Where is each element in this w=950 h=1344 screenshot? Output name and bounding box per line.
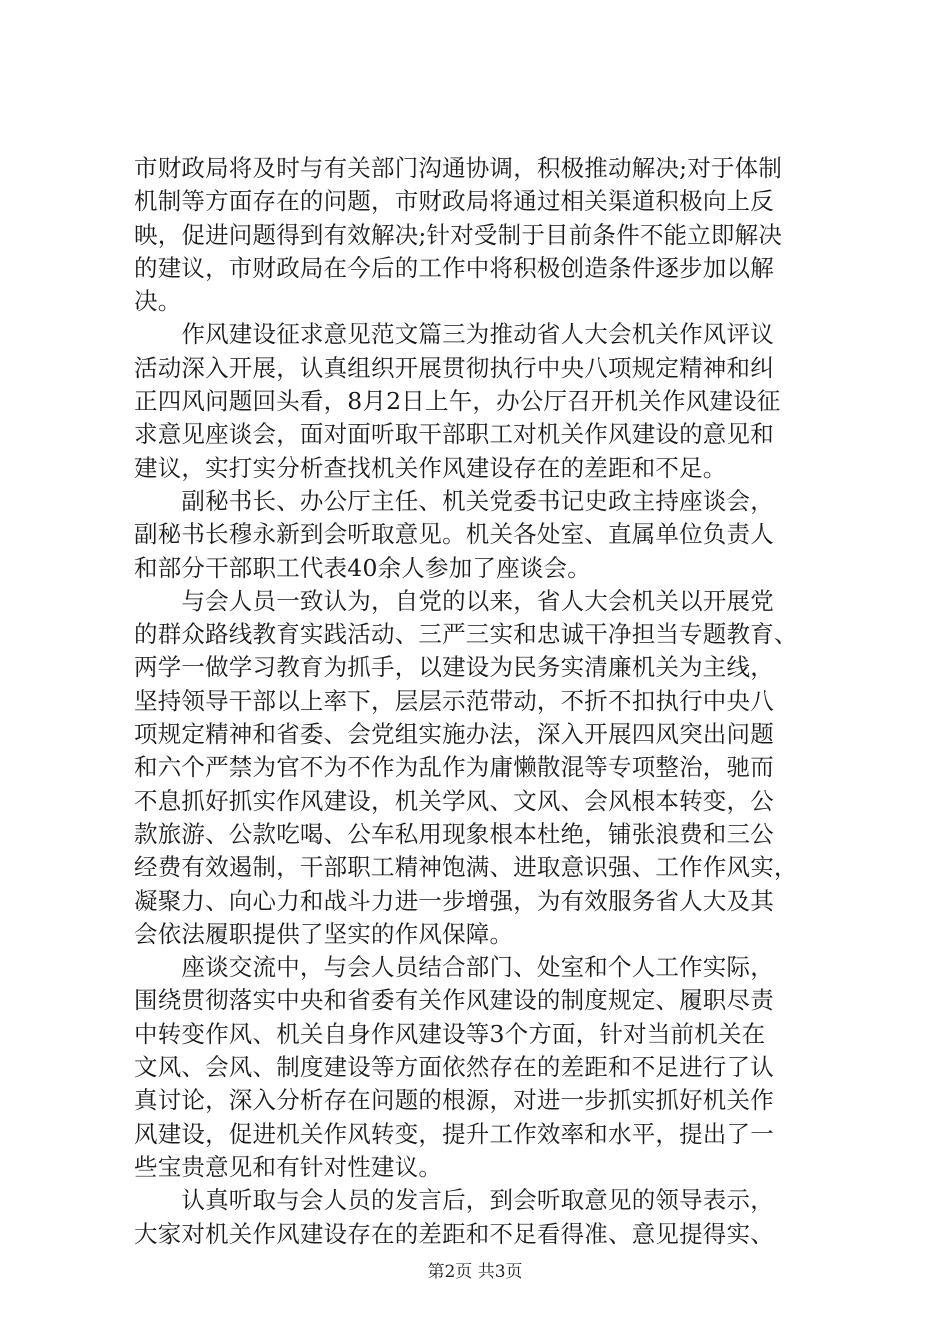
text-line: 的群众路线教育实践活动、三严三实和忠诚干净担当专题教育、 [134,620,798,649]
text-line: 和部分干部职工代表40余人参加了座谈会。 [134,553,591,582]
text-line: 真讨论，深入分析存在问题的根源，对进一步抓实抓好机关作 [134,1086,774,1115]
text-line: 围绕贯彻落实中央和省委有关作风建设的制度规定、履职尽责 [134,986,774,1015]
text-line: 两学一做学习教育为抓手，以建设为民务实清廉机关为主线， [134,653,774,682]
text-line: 市财政局将及时与有关部门沟通协调，积极推动解决;对于体制 [134,154,783,182]
text-line: 副秘书长穆永新到会听取意见。机关各处室、直属单位负责人 [134,520,774,549]
text-line: 正四风问题回头看，8月2日上午，办公厅召开机关作风建设征 [134,387,781,416]
text-line: 建议，实打实分析查找机关作风建设存在的差距和不足。 [134,453,727,482]
text-line: 文风、会风、制度建设等方面依然存在的差距和不足进行了认 [134,1053,774,1082]
text-line: 认真听取与会人员的发言后，到会听取意见的领导表示， [134,1186,774,1215]
text-line: 的建议，市财政局在今后的工作中将积极创造条件逐步加以解 [134,253,774,282]
text-line: 活动深入开展，认真组织开展贯彻执行中央八项规定精神和纠 [134,353,774,382]
text-line: 坚持领导干部以上率下，层层示范带动，不折不扣执行中央八 [134,686,774,715]
text-line: 凝聚力、向心力和战斗力进一步增强，为有效服务省人大及其 [134,886,774,915]
text-line: 作风建设征求意见范文篇三为推动省人大会机关作风评议 [134,320,774,349]
text-line: 决。 [134,287,182,316]
text-line: 中转变作风、机关自身作风建设等3个方面，针对当前机关在 [134,1019,766,1048]
text-line: 和六个严禁为官不为不作为乱作为庸懒散混等专项整治，驰而 [134,753,774,782]
text-line: 大家对机关作风建设存在的差距和不足看得准、意见提得实、 [134,1219,774,1248]
text-line: 项规定精神和省委、会党组实施办法，深入开展四风突出问题 [134,720,774,749]
text-line: 机制等方面存在的问题，市财政局将通过相关渠道积极向上反 [134,187,774,216]
text-line: 求意见座谈会，面对面听取干部职工对机关作风建设的意见和 [134,420,774,449]
text-line: 不息抓好抓实作风建设，机关学风、文风、会风根本转变，公 [134,786,774,815]
text-line: 些宝贵意见和有针对性建议。 [134,1152,443,1181]
text-line: 款旅游、公款吃喝、公车私用现象根本杜绝，铺张浪费和三公 [134,819,774,848]
text-line: 风建设，促进机关作风转变，提升工作效率和水平，提出了一 [134,1119,774,1148]
text-line: 副秘书长、办公厅主任、机关党委书记史政主持座谈会， [134,486,774,515]
text-line: 与会人员一致认为，自党的以来，省人大会机关以开展党 [134,586,774,615]
text-line: 经费有效遏制，干部职工精神饱满、进取意识强、工作作风实， [134,853,798,882]
page-number-footer: 第2页 共3页 [427,1262,523,1282]
text-line: 映，促进问题得到有效解决;针对受制于目前条件不能立即解决 [134,220,783,249]
text-line: 座谈交流中，与会人员结合部门、处室和个人工作实际， [134,953,774,982]
document-body [134,152,830,1251]
text-line: 会依法履职提供了坚实的作风保障。 [134,919,514,948]
